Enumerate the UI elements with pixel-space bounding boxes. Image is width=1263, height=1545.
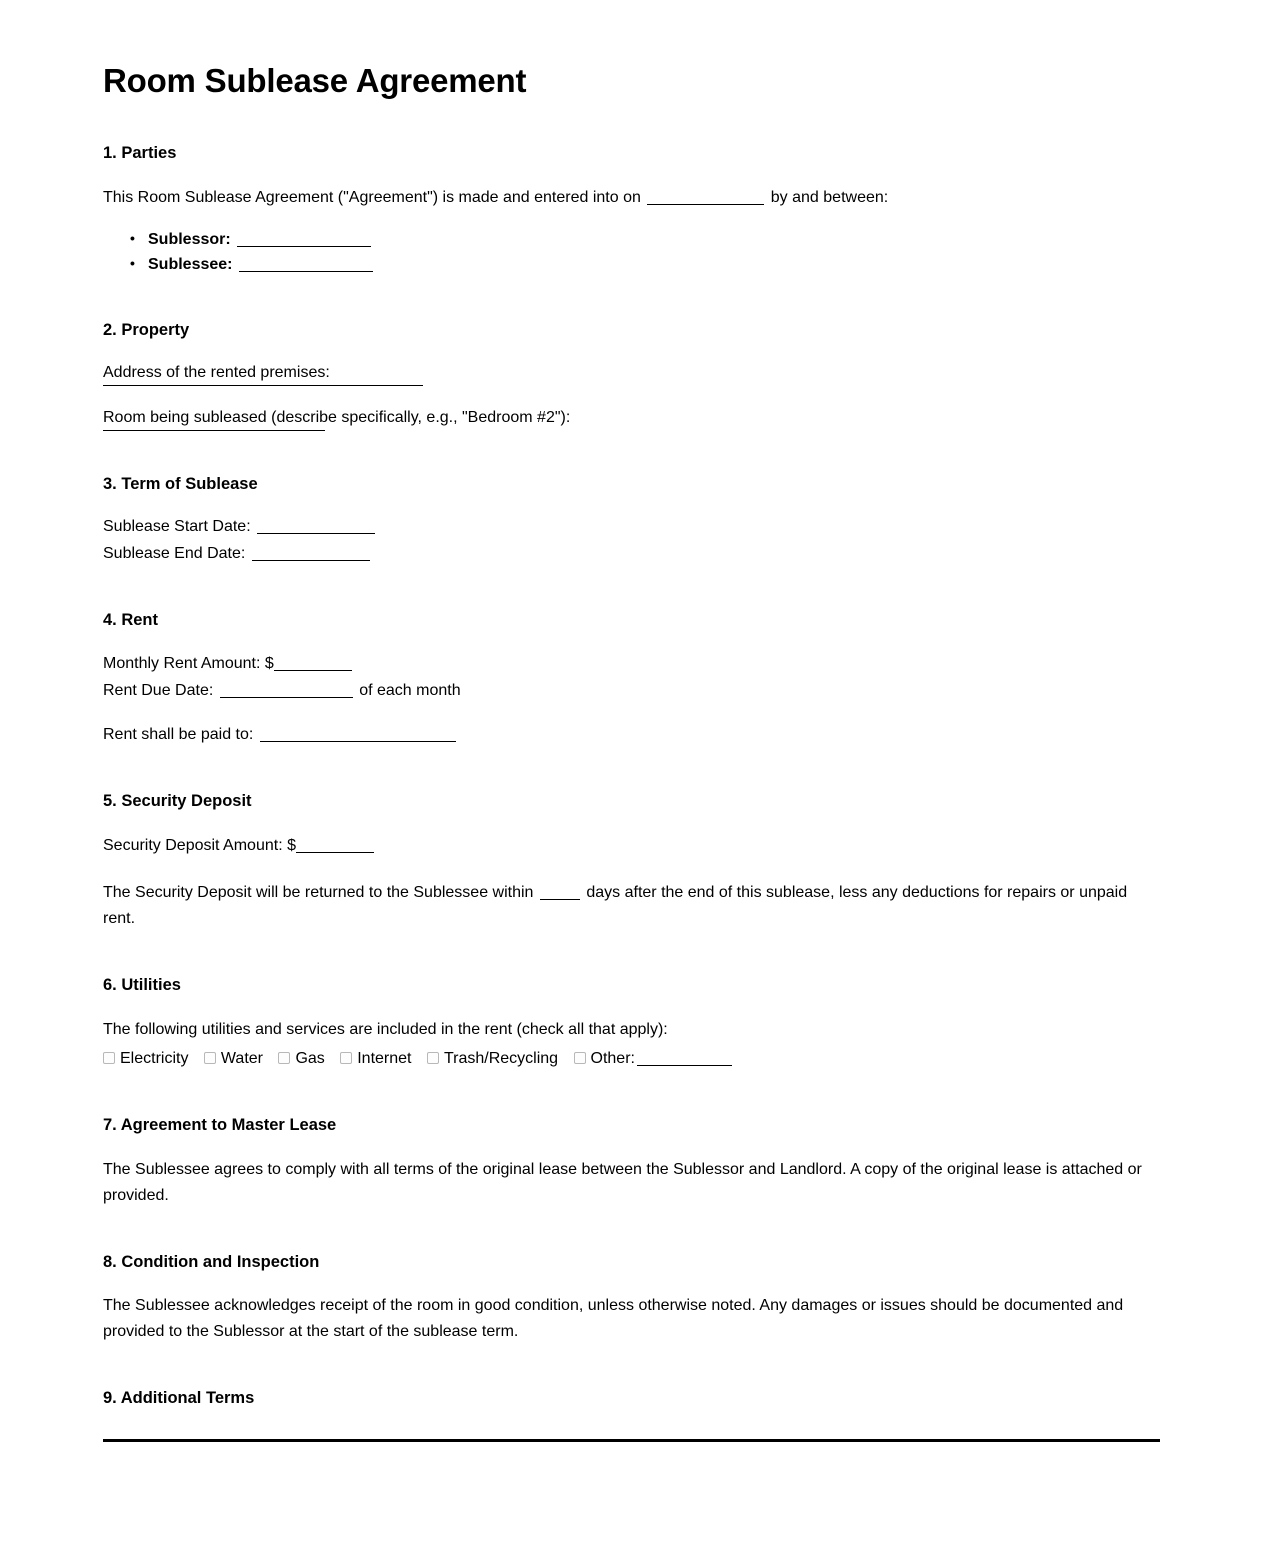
rent-due-date-suffix: of each month: [359, 682, 461, 700]
parties-intro-text-before: This Room Sublease Agreement ("Agreement") is made and entered into on: [103, 188, 641, 206]
utility-option-trash-recycling[interactable]: [427, 1050, 558, 1067]
property-room-label: Room being subleased (describe specifically, e.g., "Bedroom #2"):: [103, 408, 571, 426]
utilities-intro: The following utilities and services are included in the rent (check all that apply):: [103, 1020, 668, 1038]
property-room-field[interactable]: [103, 407, 1160, 431]
property-room-blank[interactable]: [103, 430, 325, 431]
section-heading-additional-terms: 9. Additional Terms: [103, 1389, 255, 1408]
utilities-checkbox-row: [103, 1045, 1160, 1072]
security-deposit-return-paragraph: [103, 880, 1160, 932]
property-address-label: Address of the rented premises:: [103, 363, 330, 381]
rent-fields: [103, 650, 1160, 704]
checkbox-electricity[interactable]: [103, 1052, 115, 1064]
utility-option-internet[interactable]: [340, 1050, 411, 1067]
list-item-sublessee: [148, 252, 1160, 277]
additional-terms-divider: [103, 1439, 1160, 1442]
checkbox-other[interactable]: [574, 1052, 586, 1064]
rent-due-date-label: Rent Due Date:: [103, 682, 214, 700]
security-deposit-return-text-after: days after the end of this sublease, less any deductions for repairs or unpaid rent.: [103, 883, 1128, 927]
utility-option-gas[interactable]: [278, 1050, 324, 1067]
agreement-date-blank[interactable]: [647, 191, 764, 205]
utility-label-water: Water: [220, 1049, 263, 1067]
parties-list: [103, 227, 1160, 277]
utility-option-electricity[interactable]: [103, 1050, 188, 1067]
utility-option-other[interactable]: [574, 1050, 734, 1067]
security-deposit-amount-label: Security Deposit Amount: $: [103, 836, 296, 854]
section-heading-term: 3. Term of Sublease: [103, 474, 258, 493]
list-item-sublessor: [148, 227, 1160, 252]
security-deposit-return-text-before: The Security Deposit will be returned to the Sublessee within: [103, 883, 534, 901]
sublessee-name-blank[interactable]: [239, 258, 373, 272]
section-heading-condition: 8. Condition and Inspection: [103, 1252, 320, 1271]
sublessee-label: Sublessee:: [148, 255, 233, 273]
condition-paragraph: The Sublessee acknowledges receipt of the room in good condition, unless otherwise noted. Any damages or issues should be documented and provided to the Sublessor at the start of the sublease term.: [103, 1297, 1124, 1341]
section-heading-security-deposit: 5. Security Deposit: [103, 792, 252, 811]
rent-paid-to-blank[interactable]: [260, 728, 456, 742]
security-deposit-days-blank[interactable]: [540, 886, 580, 900]
utility-label-electricity: Electricity: [120, 1049, 189, 1067]
utility-label-other: Other:: [590, 1049, 635, 1067]
sublease-end-date-label: Sublease End Date:: [103, 545, 246, 563]
parties-intro-paragraph: [103, 185, 1160, 211]
sublease-start-date-blank[interactable]: [257, 520, 375, 534]
checkbox-internet[interactable]: [340, 1052, 352, 1064]
utility-label-trash-recycling: Trash/Recycling: [443, 1049, 559, 1067]
sublessor-label: Sublessor:: [148, 230, 231, 248]
page-title: Room Sublease Agreement: [103, 62, 527, 99]
section-heading-master-lease: 7. Agreement to Master Lease: [103, 1115, 337, 1134]
security-deposit-amount-row: [103, 833, 1160, 859]
master-lease-paragraph: The Sublessee agrees to comply with all terms of the original lease between the Sublessor and Landlord. A copy of the original lease is attached or provided.: [103, 1160, 1142, 1204]
sublessor-name-blank[interactable]: [237, 233, 371, 247]
rent-due-date-blank[interactable]: [220, 684, 353, 698]
parties-intro-text-after: by and between:: [770, 188, 889, 206]
checkbox-water[interactable]: [204, 1052, 216, 1064]
monthly-rent-label: Monthly Rent Amount: $: [103, 655, 274, 673]
sublease-end-date-blank[interactable]: [252, 547, 370, 561]
sublease-end-date-row: [103, 540, 1160, 567]
term-fields: [103, 513, 1160, 567]
utility-label-gas: Gas: [295, 1049, 325, 1067]
rent-due-date-row: [103, 677, 1160, 704]
section-heading-rent: 4. Rent: [103, 611, 159, 630]
rent-paid-to-label: Rent shall be paid to:: [103, 726, 254, 744]
utility-option-water[interactable]: [204, 1050, 263, 1067]
checkbox-trash-recycling[interactable]: [427, 1052, 439, 1064]
sublease-start-date-label: Sublease Start Date:: [103, 518, 251, 536]
utility-other-blank[interactable]: [637, 1052, 732, 1066]
property-address-field[interactable]: [103, 362, 1160, 386]
checkbox-gas[interactable]: [278, 1052, 290, 1064]
utility-label-internet: Internet: [357, 1049, 412, 1067]
section-heading-utilities: 6. Utilities: [103, 975, 181, 994]
section-heading-parties: 1. Parties: [103, 143, 177, 162]
sublease-start-date-row: [103, 513, 1160, 540]
property-address-blank[interactable]: [103, 385, 423, 386]
monthly-rent-row: [103, 650, 1160, 677]
section-heading-property: 2. Property: [103, 320, 190, 339]
rent-paid-to-row: [103, 722, 1160, 748]
security-deposit-amount-blank[interactable]: [296, 839, 374, 853]
monthly-rent-blank[interactable]: [274, 657, 352, 671]
